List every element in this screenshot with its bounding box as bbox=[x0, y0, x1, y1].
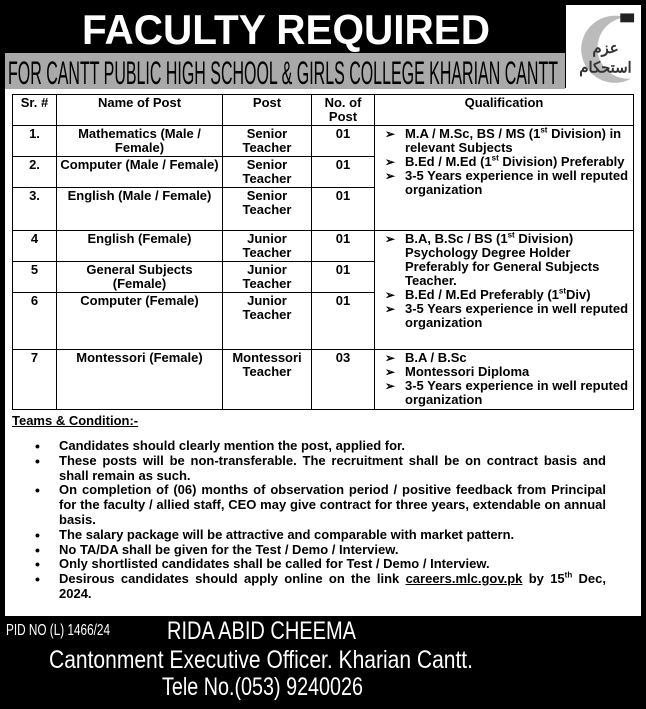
header bbox=[0, 0, 646, 88]
table-row: 7 Montessori (Female) Montessori Teacher 03 ➢ B.A / B.Sc ➢ Montessori Diploma ➢ 3-5 Years experience in well reputed organization bbox=[13, 350, 634, 410]
pid-number: PID NO (L) 1466/24 bbox=[6, 622, 111, 639]
phone-number: Tele No.(053) 9240026 bbox=[162, 673, 363, 701]
qualification-cell: ➢ B.A / B.Sc ➢ Montessori Diploma ➢ 3-5 Years experience in well reputed organization bbox=[375, 350, 634, 410]
ad-title bbox=[0, 0, 565, 52]
terms-list bbox=[35, 439, 606, 602]
list-item: • The salary package will be attractive and comparable with market pattern. bbox=[35, 528, 606, 543]
list-item: • No TA/DA shall be given for the Test / Demo / Interview. bbox=[35, 543, 606, 558]
qualification-cell: ➢ M.A / M.Sc, BS / MS (1st Division) in relevant Subjects ➢ B.Ed / M.Ed (1st Division) Preferably ➢ 3-5 Years experience in well reputed organization bbox=[375, 126, 634, 231]
footer bbox=[0, 616, 646, 709]
terms-heading: Teams & Condition:- bbox=[12, 413, 139, 428]
table-row: 3. English (Male / Female) Senior Teacher 01 bbox=[13, 188, 634, 231]
careers-link[interactable]: careers.mlc.gov.pk bbox=[405, 571, 523, 587]
table-row: 4 English (Female) Junior Teacher 01 ➢ B.A, B.Sc / BS (1st Division) Psychology Degree Holder Preferably for General Subjects Teacher. ➢ B.Ed / M.Ed Preferably (1stDiv) ➢ 3-5 Years experience in well reputed organization bbox=[13, 231, 634, 262]
ad-body bbox=[5, 88, 641, 616]
list-item: • Only shortlisted candidates shall be called for Test / Demo / Interview. bbox=[35, 557, 606, 572]
svg-text:عزم: عزم bbox=[592, 40, 619, 57]
logo bbox=[566, 5, 641, 89]
table-row: 5 General Subjects (Female) Junior Teacher 01 bbox=[13, 262, 634, 293]
list-item: • Desirous candidates should apply online on the link careers.mlc.gov.pk by 15th Dec, 2024. bbox=[35, 572, 606, 602]
svg-text:FACULTY REQUIRED: FACULTY REQUIRED bbox=[82, 6, 490, 52]
qualification-cell: ➢ B.A, B.Sc / BS (1st Division) Psychology Degree Holder Preferably for General Subjects Teacher. ➢ B.Ed / M.Ed Preferably (1stDiv) ➢ 3-5 Years experience in well reputed organization bbox=[375, 231, 634, 350]
list-item: • On completion of (06) months of observation period / positive feedback from Principal for the faculty / allied staff, CEO may give contract for three years, extendable on annual basis. bbox=[35, 483, 606, 527]
list-item: • Candidates should clearly mention the post, applied for. bbox=[35, 439, 606, 454]
officer-designation: Cantonment Executive Officer. Kharian Cantt. bbox=[49, 646, 473, 674]
table-row: 6 Computer (Female) Junior Teacher 01 bbox=[13, 293, 634, 350]
table-header: Sr. # Name of Post Post No. of Post Qualification bbox=[13, 95, 634, 126]
table-row: 2. Computer (Male / Female) Senior Teacher 01 bbox=[13, 157, 634, 188]
svg-text:FOR CANTT PUBLIC HIGH SCHOOL &: FOR CANTT PUBLIC HIGH SCHOOL & GIRLS COLLEGE KHARIAN CANTT bbox=[8, 55, 558, 89]
vacancy-table bbox=[12, 94, 634, 410]
deadline: 15th Dec, 2024. bbox=[59, 570, 606, 601]
officer-name: RIDA ABID CHEEMA bbox=[167, 617, 357, 645]
list-item: • These posts will be non-transferable. The recruitment shall be on contract basis and shall remain as such. bbox=[35, 454, 606, 484]
svg-text:استحکام: استحکام bbox=[579, 60, 632, 77]
ad-subtitle bbox=[5, 53, 565, 89]
table-row: 1. Mathematics (Male / Female) Senior Teacher 01 ➢ M.A / M.Sc, BS / MS (1st Division) in relevant Subjects ➢ B.Ed / M.Ed (1st Division) Preferably ➢ 3-5 Years experience in well reputed organization bbox=[13, 126, 634, 157]
